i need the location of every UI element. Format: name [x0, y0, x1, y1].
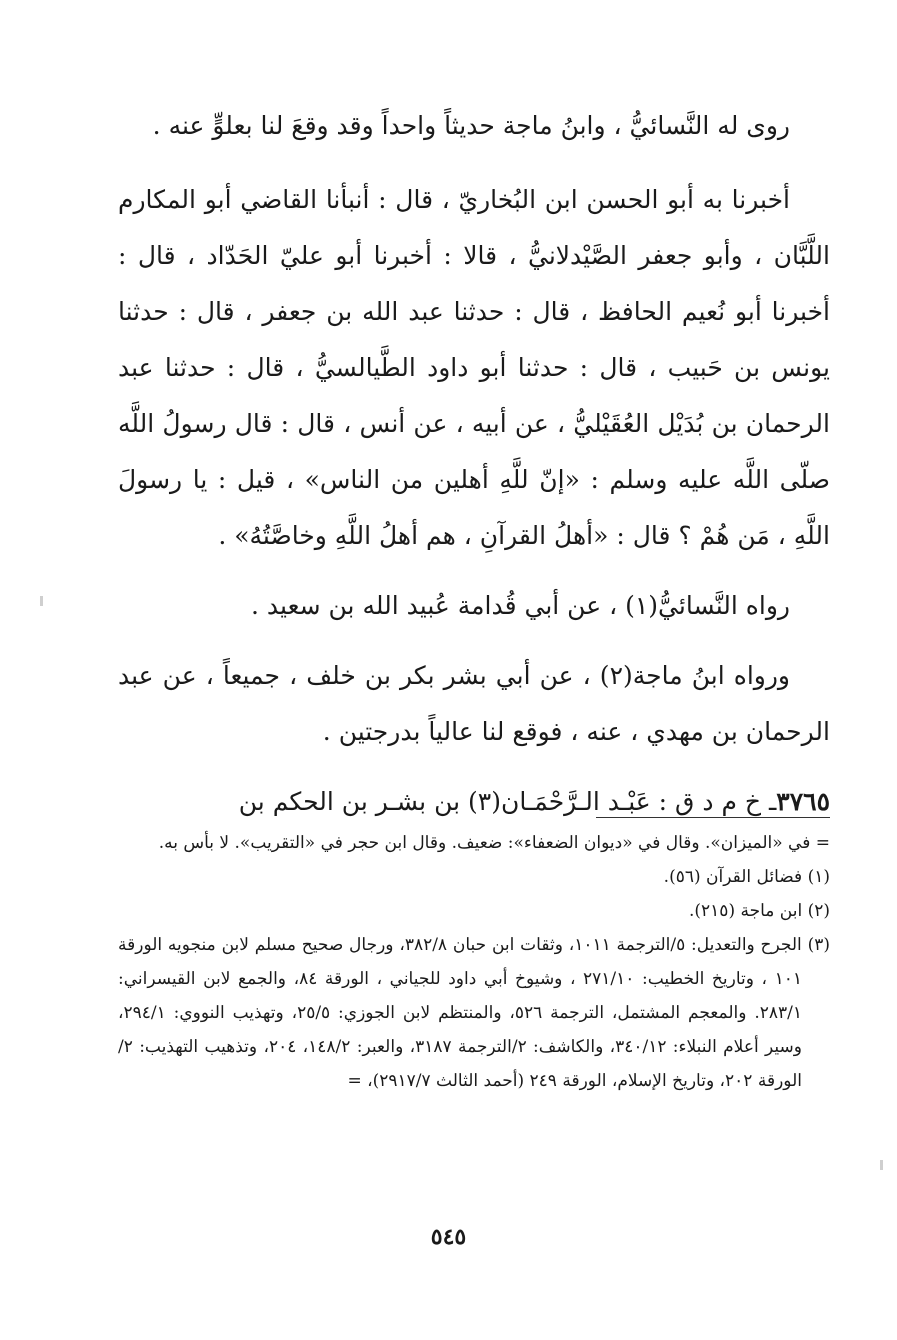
entry-number: ٣٧٦٥ [776, 787, 830, 816]
footnote-continuation: = في «الميزان». وقال في «ديوان الضعفاء»: ضعيف. وقال ابن حجر في «التقريب». لا بأس به. [158, 833, 830, 853]
footnote-divider [596, 817, 830, 818]
paragraph-ibn-majah-narration: ورواه ابنُ ماجة(٢) ، عن أبي بشر بكر بن خلف ، جميعاً ، عن عبد الرحمان بن مهدي ، عنه ، فوقع لنا عالياً بدرجتين . [118, 661, 830, 746]
scan-speck [40, 596, 43, 606]
paragraph-hadith-chain: أخبرنا به أبو الحسن ابن البُخاريّ ، قال : أنبأنا القاضي أبو المكارم اللَّبَّان ، وأبو جعفر الصَّيْدلانيُّ ، قالا : أخبرنا أبو عليّ الحَدّاد ، قال : أخبرنا أبو نُعيم الحافظ ، قال : حدثنا عبد الله بن جعفر ، قال : حدثنا يونس بن حَبيب ، قال : حدثنا أبو داود الطَّيالسيُّ ، قال : حدثنا عبد الرحمان بن بُدَيْل العُقَيْليُّ ، عن أبيه ، عن أنس ، قال : قال رسولُ اللَّه صلّى اللَّه عليه وسلم : «إنّ للَّهِ أهلين من الناس» ، قيل : يا رسولَ اللَّهِ ، مَن هُمْ ؟ قال : «أهلُ القرآنِ ، هم أهلُ اللَّهِ وخاصَّتُهُ» . [118, 185, 830, 550]
page-number: ٥٤٥ [430, 1224, 467, 1250]
paragraph-nasai-narration: رواه النَّسائيُّ(١) ، عن أبي قُدامة عُبيد الله بن سعيد . [251, 591, 790, 620]
entry-heading [118, 774, 830, 830]
footnote-1: (١) فضائل القرآن (٥٦). [663, 867, 830, 887]
main-text [118, 98, 830, 830]
footnote-2: (٢) ابن ماجة (٢١٥). [688, 901, 830, 921]
footnote-3: (٣) الجرح والتعديل: ٥/الترجمة ١٠١١، وثقات ابن حبان ٣٨٢/٨، ورجال صحيح مسلم لابن منجويه الورقة ١٠١ ، وتاريخ الخطيب: ٢٧١/١٠ ، وشيوخ أبي داود للجياني ، الورقة ٨٤، والجمع لابن القيسراني: ٢٨٣/١. والمعجم المشتمل، الترجمة ٥٢٦، والمنتظم لابن الجوزي: ٢٥/٥، وتهذيب النووي: ٢٩٤/١، وسير أعلام النبلاء: ٣٤٠/١٢، والكاشف: ٢/الترجمة ٣١٨٧، والعبر: ١٤٨/٢، ٢٠٤، وتذهيب التهذيب: ٢/الورقة ٢٠٢، وتاريخ الإسلام، الورقة ٢٤٩ (أحمد الثالث ٢٩١٧/٧)، = [118, 935, 830, 1091]
scan-speck [880, 1160, 883, 1170]
footnotes [118, 826, 830, 1098]
entry-title: ـ خ م د ق : عَبْـد الـرَّحْمَـان(٣) بن بشـر بن الحكم بن [238, 787, 777, 816]
paragraph-narrators: روى له النَّسائيُّ ، وابنُ ماجة حديثاً واحداً وقد وقعَ لنا بعلوٍّ عنه . [152, 111, 790, 140]
